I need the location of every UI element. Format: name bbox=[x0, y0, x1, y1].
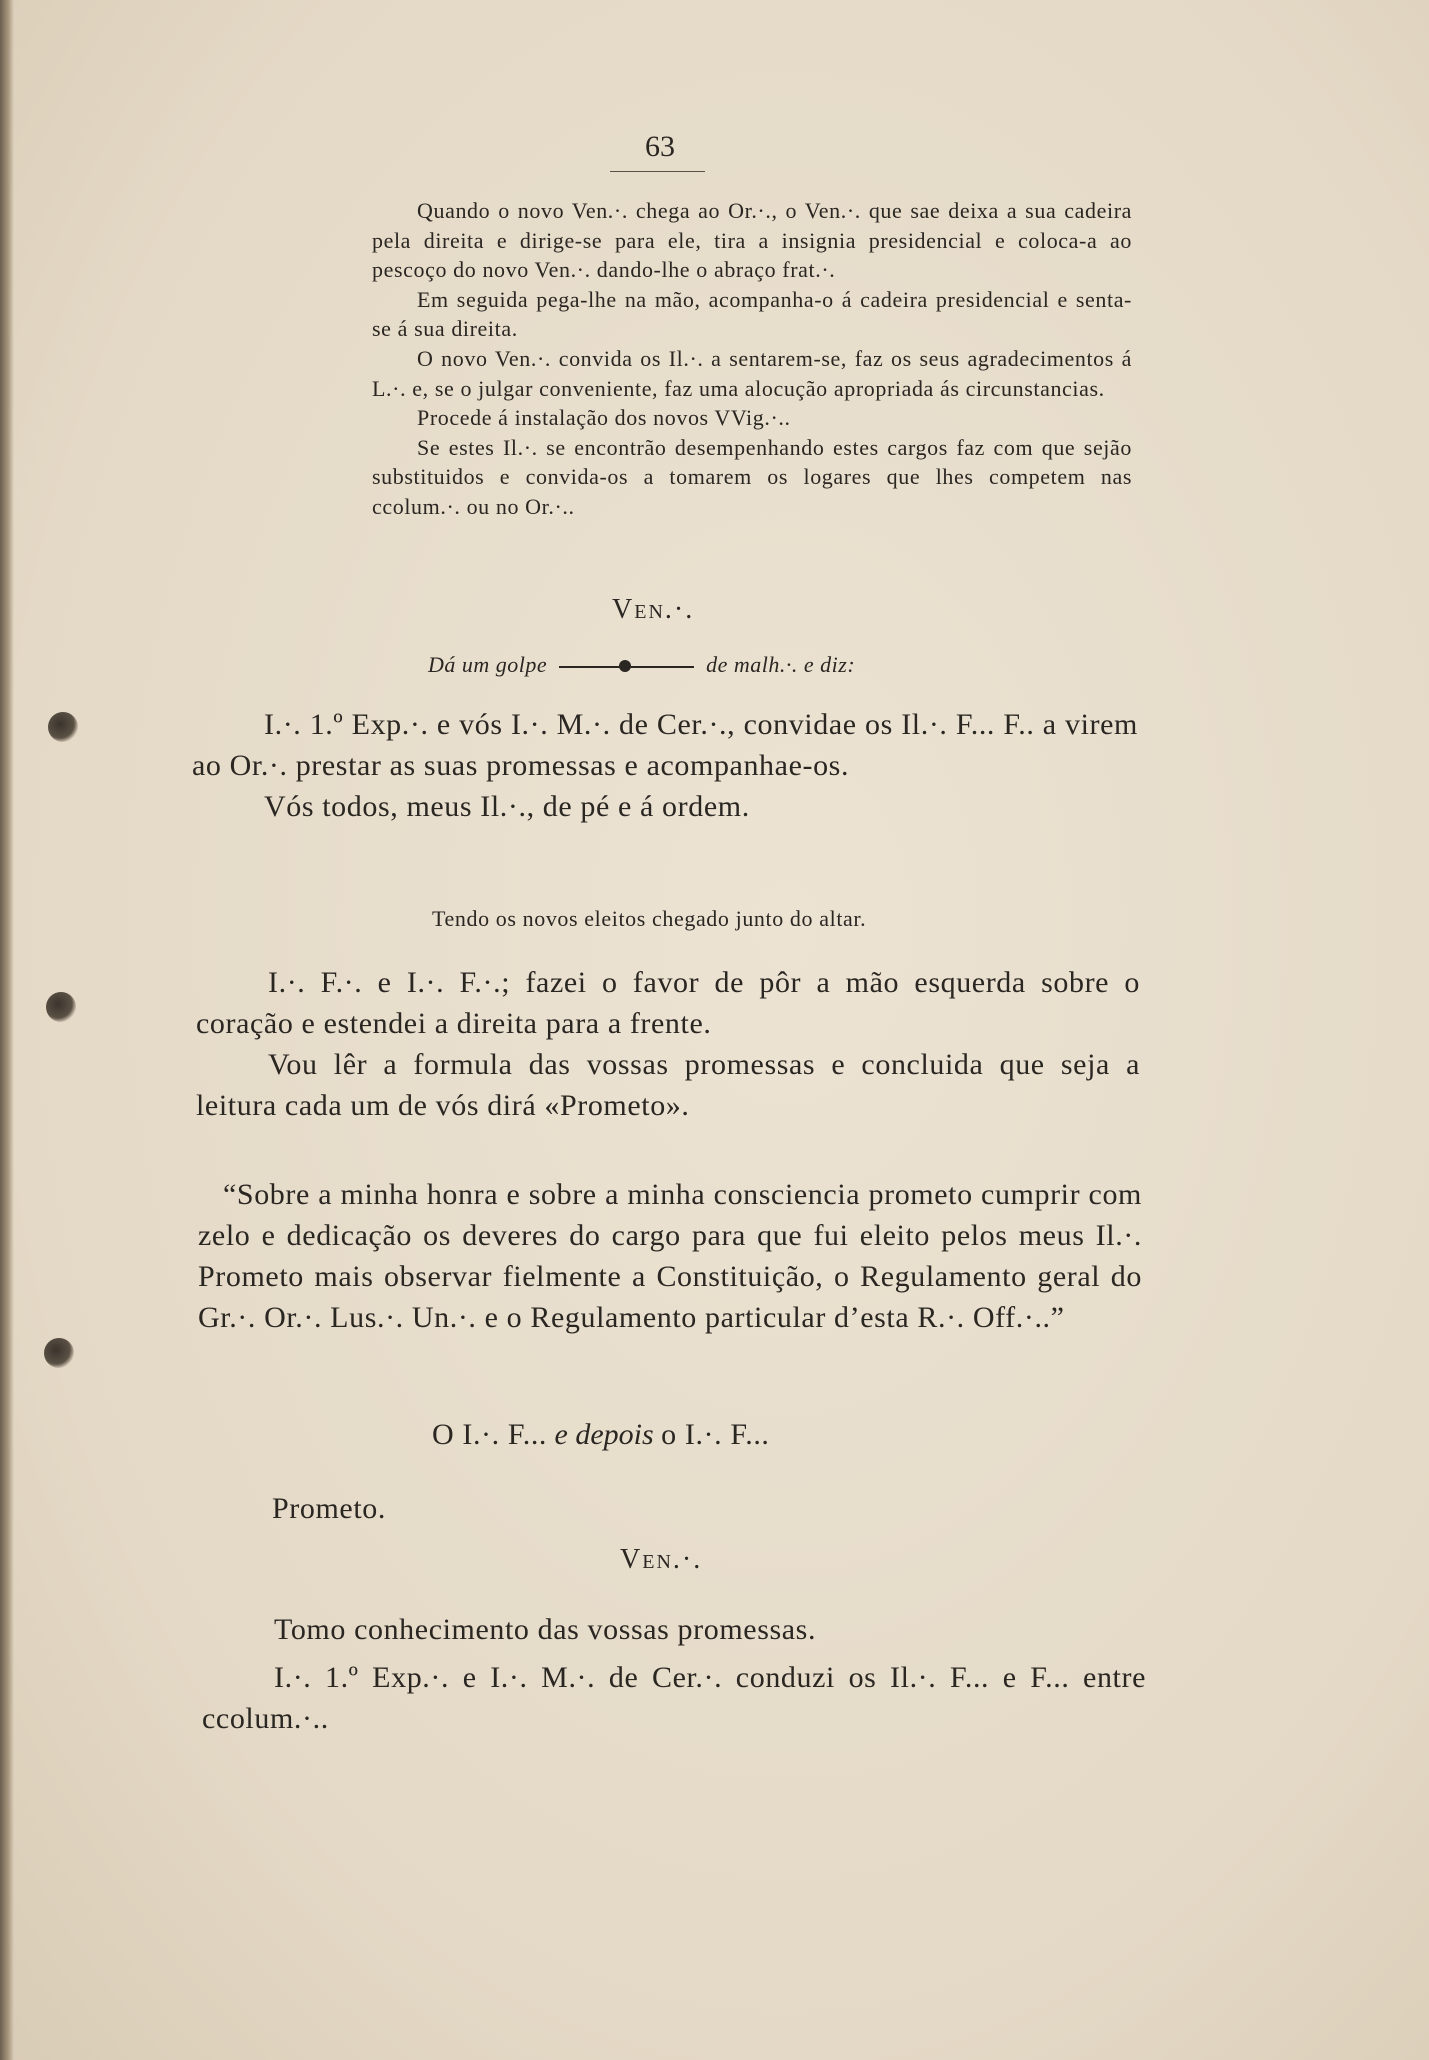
speaker-heading: Ven.·. bbox=[620, 1544, 703, 1575]
book-spine bbox=[0, 0, 14, 2060]
stage-caption: Tendo os novos eleitos chegado junto do altar. bbox=[432, 906, 867, 931]
stage-direction bbox=[428, 652, 855, 678]
instruction-paragraph: Em seguida pega-lhe na mão, acompanha-o á cadeira presidencial e senta-se á sua direita. bbox=[372, 286, 1132, 342]
page-number-rule bbox=[610, 171, 705, 172]
speaker-heading: Ven.·. bbox=[612, 594, 695, 625]
instruction-paragraph: O novo Ven.·. convida os Il.·. a sentarem-se, faz os seus agradecimentos á L.·. e, se o julgar conveniente, faz uma alocução apropriada ás circunstancias. bbox=[372, 345, 1132, 401]
speaker-line-part: O I.·. F... bbox=[432, 1418, 548, 1451]
speaker-line-part-italic: e depois bbox=[554, 1418, 654, 1451]
speaker-line-part: o I.·. F... bbox=[661, 1418, 770, 1451]
oath-block bbox=[198, 1174, 1142, 1338]
instruction-paragraph: Procede á instalação dos novos VVig.·.. bbox=[417, 405, 791, 431]
binding-hole-icon bbox=[44, 1338, 74, 1368]
speech-paragraph: Tomo conhecimento das vossas promessas. bbox=[274, 1613, 817, 1646]
speech-paragraph: I.·. 1.º Exp.·. e I.·. M.·. de Cer.·. conduzi os Il.·. F... e F... entre ccolum.·.. bbox=[202, 1661, 1146, 1735]
binding-hole-icon bbox=[48, 712, 78, 742]
oath-text: “Sobre a minha honra e sobre a minha consciencia prometo cumprir com zelo e dedicação os deveres do cargo para que fui eleito pelos meus Il.·. Prometo mais observar fielmente a Constituição, o Regulamento geral do Gr.·. Or.·. Lus.·. Un.·. e o Regulamento particular d’esta R.·. Off.·..” bbox=[198, 1178, 1142, 1334]
instructions-block bbox=[372, 196, 1132, 522]
speech-block-2 bbox=[196, 962, 1140, 1126]
instruction-paragraph: Quando o novo Ven.·. chega ao Or.·., o Ven.·. que sae deixa a sua cadeira pela direita e dirige-se para ele, tira a insignia presidencial e coloca-a ao pescoço do novo Ven.·. dando-lhe o abraço frat.·. bbox=[372, 198, 1132, 283]
speech-paragraph: I.·. 1.º Exp.·. e vós I.·. M.·. de Cer.·., convidae os Il.·. F... F.. a virem ao Or.·. prestar as suas promessas e acompanhae-os. bbox=[192, 708, 1138, 782]
speech-paragraph: I.·. F.·. e I.·. F.·.; fazei o favor de pôr a mão esquerda sobre o coração e estendei a direita para a frente. bbox=[196, 966, 1140, 1040]
stage-direction-before: Dá um golpe bbox=[428, 652, 548, 677]
speech-paragraph: Vou lêr a formula das vossas promessas e concluida que seja a leitura cada um de vós dirá «Prometo». bbox=[196, 1048, 1140, 1122]
page-number: 63 bbox=[645, 130, 675, 163]
speaker-line bbox=[432, 1418, 770, 1452]
stage-direction-after: de malh.·. e diz: bbox=[706, 652, 856, 677]
reply-text: Prometo. bbox=[272, 1492, 386, 1525]
mallet-blow-icon bbox=[559, 657, 694, 673]
speech-block-3 bbox=[202, 1657, 1146, 1739]
speech-block-1 bbox=[192, 704, 1138, 827]
instruction-paragraph: Se estes Il.·. se encontrão desempenhando estes cargos faz com que sejão substituidos e convida-os a tomarem os logares que lhes competem nas ccolum.·. ou no Or.·.. bbox=[372, 434, 1132, 519]
speech-paragraph: Vós todos, meus Il.·., de pé e á ordem. bbox=[264, 790, 750, 823]
binding-hole-icon bbox=[46, 992, 76, 1022]
